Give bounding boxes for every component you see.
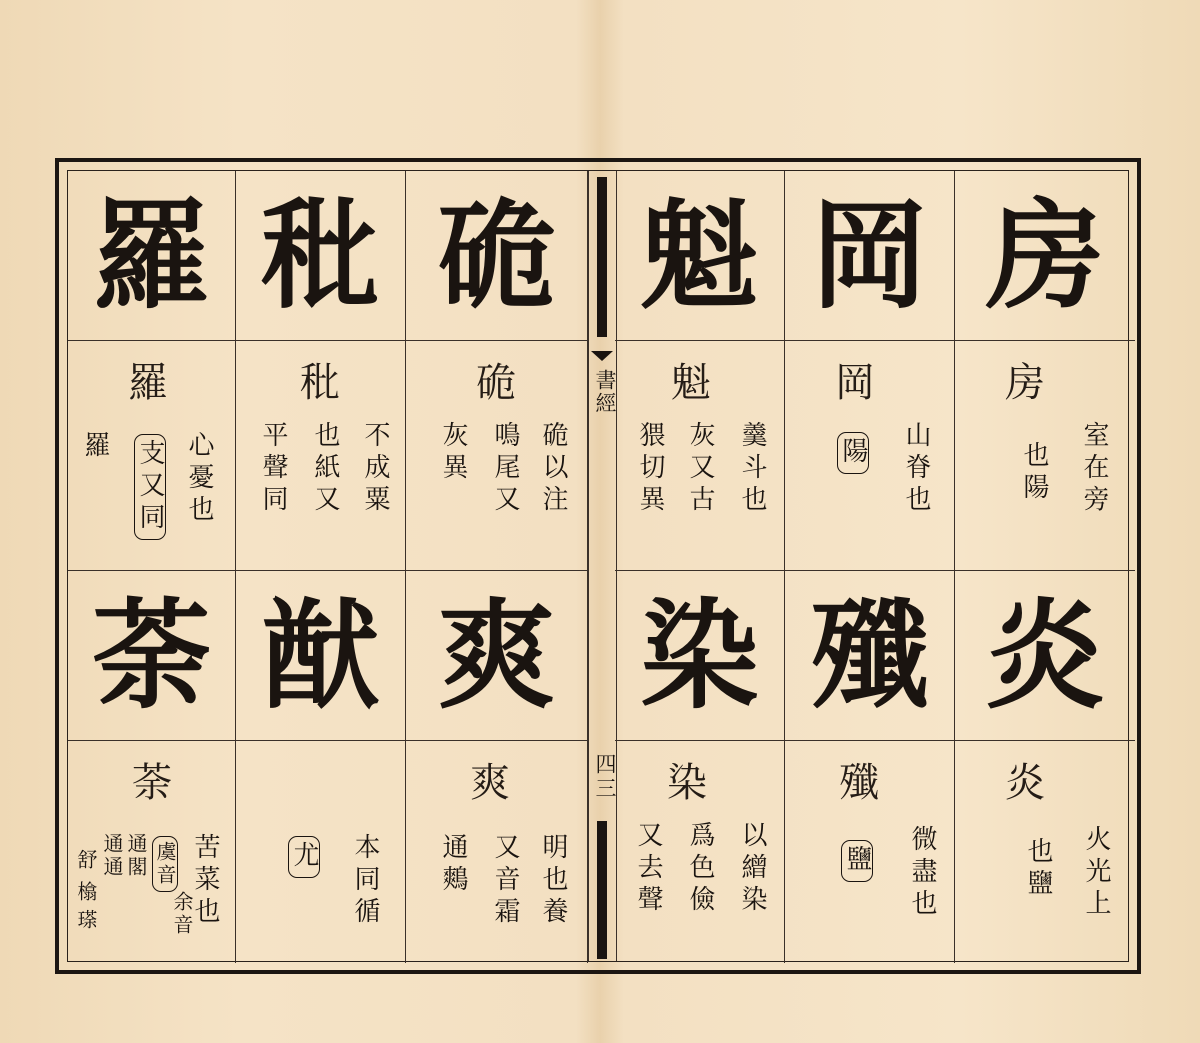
rhyme-mark: 支又同 [134,434,166,540]
gloss-line: 猥切異 [635,421,665,517]
gloss-line: 也紙又 [310,421,340,517]
seal-char: 炎 [1005,760,1045,806]
gloss-line: 火光上 [1081,825,1111,921]
seal-char: 羅 [128,360,168,406]
gloss-line: 羅 [80,431,110,463]
gloss-line [841,837,873,885]
gloss-line: 以繒染 [737,821,767,917]
gloss-line: 苦菜也 [190,833,220,929]
big-char: 猷 [236,571,406,741]
big-char: 荼 [68,571,236,741]
page-inner-frame [67,170,1129,962]
big-char: 秕 [236,171,406,341]
gloss-line: 也陽 [1019,441,1049,505]
entry-gloss-cell [406,341,588,571]
left-page [68,171,588,961]
gloss-line: 又音霜 [490,833,520,929]
gloss-line: 室在旁 [1079,421,1109,517]
center-fold-column [588,171,617,961]
gloss-line: 山脊也 [901,421,931,517]
seal-char: 染 [667,760,707,806]
entry-gloss-cell [236,741,406,963]
big-char: 染 [615,571,785,741]
entry-gloss-cell [68,341,236,571]
big-char: 魁 [615,171,785,341]
black-fishtail-bar [597,177,607,337]
gloss-line [134,431,166,543]
entry-gloss-cell [785,341,955,571]
gloss-line: 平聲同 [258,421,288,517]
right-page [615,171,1135,961]
big-char: 羅 [68,171,236,341]
big-char: 岡 [785,171,955,341]
page-frame [55,158,1141,974]
big-char: 爽 [406,571,588,741]
page-number: 四三 [593,753,617,801]
seal-char: 秕 [300,360,340,406]
entry-gloss-cell [955,341,1135,571]
gloss-line: 通通 [100,833,124,879]
entry-gloss-cell [406,741,588,963]
seal-char: 硊 [476,360,516,406]
rhyme-mark: 尤 [288,836,320,878]
entry-gloss-cell [955,741,1135,963]
entry-gloss-cell [236,341,406,571]
black-fishtail-bar [597,821,607,959]
gloss-line: 余音 [170,891,194,937]
gloss-line [152,833,178,895]
gloss-line: 不成粟 [360,421,390,517]
gloss-line: 羹斗也 [737,421,767,517]
gloss-line: 舒 [74,849,98,872]
gloss-line [837,429,869,477]
big-char: 硊 [406,171,588,341]
seal-char: 爽 [470,760,510,806]
seal-char: 殲 [839,760,879,806]
big-char: 房 [955,171,1135,341]
gloss-line: 㯓 [74,881,98,904]
gloss-line: 微盡也 [907,825,937,921]
gloss-line: 通閣 [124,833,148,879]
entry-gloss-cell [615,741,785,963]
gloss-line: 通鷞 [438,833,468,897]
rhyme-mark: 虞音 [152,836,178,892]
gloss-line: 明也養 [538,833,568,929]
gloss-line: 硊以注 [538,421,568,517]
gloss-line [288,833,320,881]
seal-char: 岡 [835,360,875,406]
seal-char: 荼 [132,760,172,806]
gloss-line: 爲色儉 [685,821,715,917]
entry-gloss-cell [68,741,236,963]
rhyme-mark: 陽 [837,432,869,474]
gloss-line: 灰異 [438,421,468,485]
gloss-line: 灰又古 [685,421,715,517]
fishtail-mark [591,351,613,361]
gloss-line: 瑹 [74,909,98,932]
gloss-line: 心憂也 [184,431,214,527]
gloss-line: 又去聲 [633,821,663,917]
seal-char: 魁 [671,360,711,406]
gloss-line: 鳴尾又 [490,421,520,517]
big-char: 殲 [785,571,955,741]
big-char: 炎 [955,571,1135,741]
entry-gloss-cell [785,741,955,963]
seal-char: 房 [1005,360,1045,406]
gloss-line: 本同循 [350,833,380,929]
entry-gloss-cell [615,341,785,571]
rhyme-mark: 鹽 [841,840,873,882]
gloss-line: 也鹽 [1023,837,1053,901]
book-title: 書經 [593,369,617,415]
